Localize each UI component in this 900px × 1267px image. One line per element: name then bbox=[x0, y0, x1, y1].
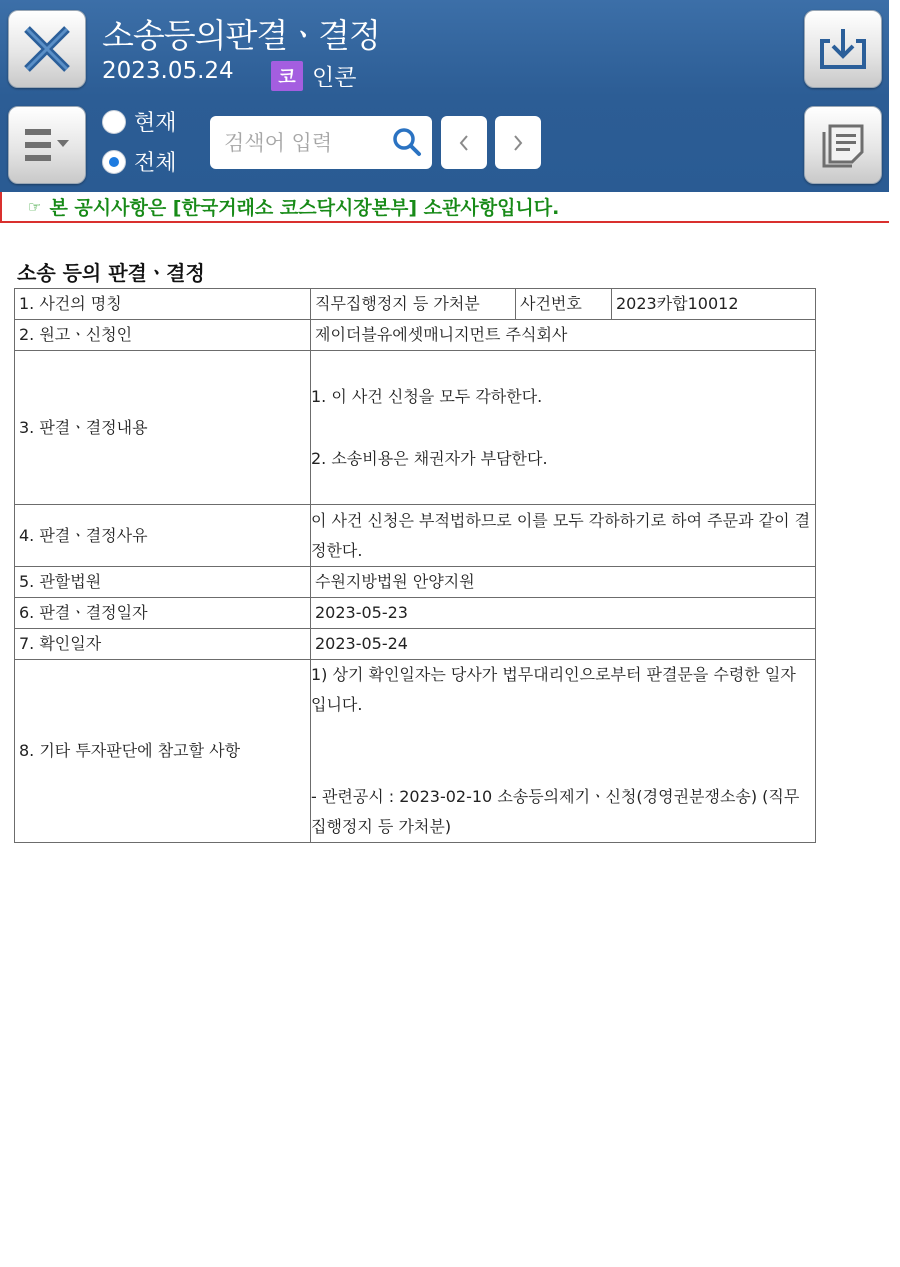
menu-button[interactable] bbox=[8, 106, 86, 184]
top-toolbar bbox=[0, 0, 889, 192]
row-value: 2023-05-23 bbox=[311, 598, 816, 629]
table-row bbox=[15, 320, 816, 351]
table-row bbox=[15, 351, 816, 505]
pointing-hand-icon: ☞ bbox=[28, 197, 42, 216]
download-button[interactable] bbox=[804, 10, 882, 88]
row-label: 1. 사건의 명칭 bbox=[15, 289, 311, 320]
row-value: 2023-05-24 bbox=[311, 629, 816, 660]
table-row bbox=[15, 629, 816, 660]
search-input[interactable] bbox=[222, 130, 386, 156]
table-row bbox=[15, 567, 816, 598]
list-menu-icon bbox=[21, 123, 73, 167]
radio-current-label: 현재 bbox=[134, 111, 177, 136]
radio-unchecked-icon bbox=[102, 110, 126, 134]
search-box bbox=[210, 116, 432, 169]
copy-button[interactable] bbox=[804, 106, 882, 184]
row-value: 수원지방법원 안양지원 bbox=[311, 567, 816, 598]
row-label: 3. 판결ㆍ결정내용 bbox=[15, 351, 311, 505]
close-button[interactable] bbox=[8, 10, 86, 88]
document-title: 소송 등의 판결ㆍ결정 bbox=[17, 261, 205, 285]
row-value: 이 사건 신청은 부적법하므로 이를 모두 각하하기로 하여 주문과 같이 결정한다. bbox=[311, 505, 816, 567]
row-label: 2. 원고ㆍ신청인 bbox=[15, 320, 311, 351]
other-line: - 관련공시 : 2023-02-10 소송등의제기ㆍ신청(경영권분쟁소송) (직무집행정지 등 가처분) bbox=[311, 787, 800, 836]
disclosure-date: 2023.05.24 bbox=[102, 58, 234, 84]
search-icon[interactable] bbox=[392, 127, 422, 157]
company-name: 인콘 bbox=[312, 65, 357, 91]
radio-current[interactable] bbox=[102, 106, 177, 137]
row-label: 6. 판결ㆍ결정일자 bbox=[15, 598, 311, 629]
other-line: 1) 상기 확인일자는 당사가 법무대리인으로부터 판결문을 수령한 일자 입니다. bbox=[311, 665, 796, 714]
disclosure-table bbox=[14, 288, 816, 843]
notice-bar bbox=[0, 192, 889, 223]
row-value: 직무집행정지 등 가처분 bbox=[311, 289, 516, 320]
table-row bbox=[15, 660, 816, 843]
close-icon bbox=[21, 23, 73, 75]
radio-all-label: 전체 bbox=[134, 151, 177, 176]
table-row bbox=[15, 289, 816, 320]
table-row bbox=[15, 505, 816, 567]
row-label: 사건번호 bbox=[516, 289, 612, 320]
row-label: 7. 확인일자 bbox=[15, 629, 311, 660]
chevron-left-icon bbox=[457, 133, 471, 153]
page-title: 소송등의판결ㆍ결정 bbox=[102, 16, 380, 55]
next-button[interactable] bbox=[495, 116, 541, 169]
table-row bbox=[15, 598, 816, 629]
row-value: 제이더블유에셋매니지먼트 주식회사 bbox=[311, 320, 816, 351]
judgment-line: 1. 이 사건 신청을 모두 각하한다. bbox=[311, 386, 543, 406]
row-value bbox=[311, 660, 816, 843]
document-copy-icon bbox=[818, 120, 868, 170]
chevron-right-icon bbox=[511, 133, 525, 153]
radio-checked-icon bbox=[102, 150, 126, 174]
market-badge: 코 bbox=[271, 61, 303, 91]
row-label: 5. 관할법원 bbox=[15, 567, 311, 598]
row-value: 2023카합10012 bbox=[612, 289, 816, 320]
download-icon bbox=[816, 25, 870, 73]
notice-text: 본 공시사항은 [한국거래소 코스닥시장본부] 소관사항입니다. bbox=[49, 197, 560, 219]
radio-all[interactable] bbox=[102, 146, 177, 177]
judgment-line: 2. 소송비용은 채권자가 부담한다. bbox=[311, 448, 548, 468]
prev-button[interactable] bbox=[441, 116, 487, 169]
row-label: 4. 판결ㆍ결정사유 bbox=[15, 505, 311, 567]
row-value bbox=[311, 351, 816, 505]
row-label: 8. 기타 투자판단에 참고할 사항 bbox=[15, 660, 311, 843]
